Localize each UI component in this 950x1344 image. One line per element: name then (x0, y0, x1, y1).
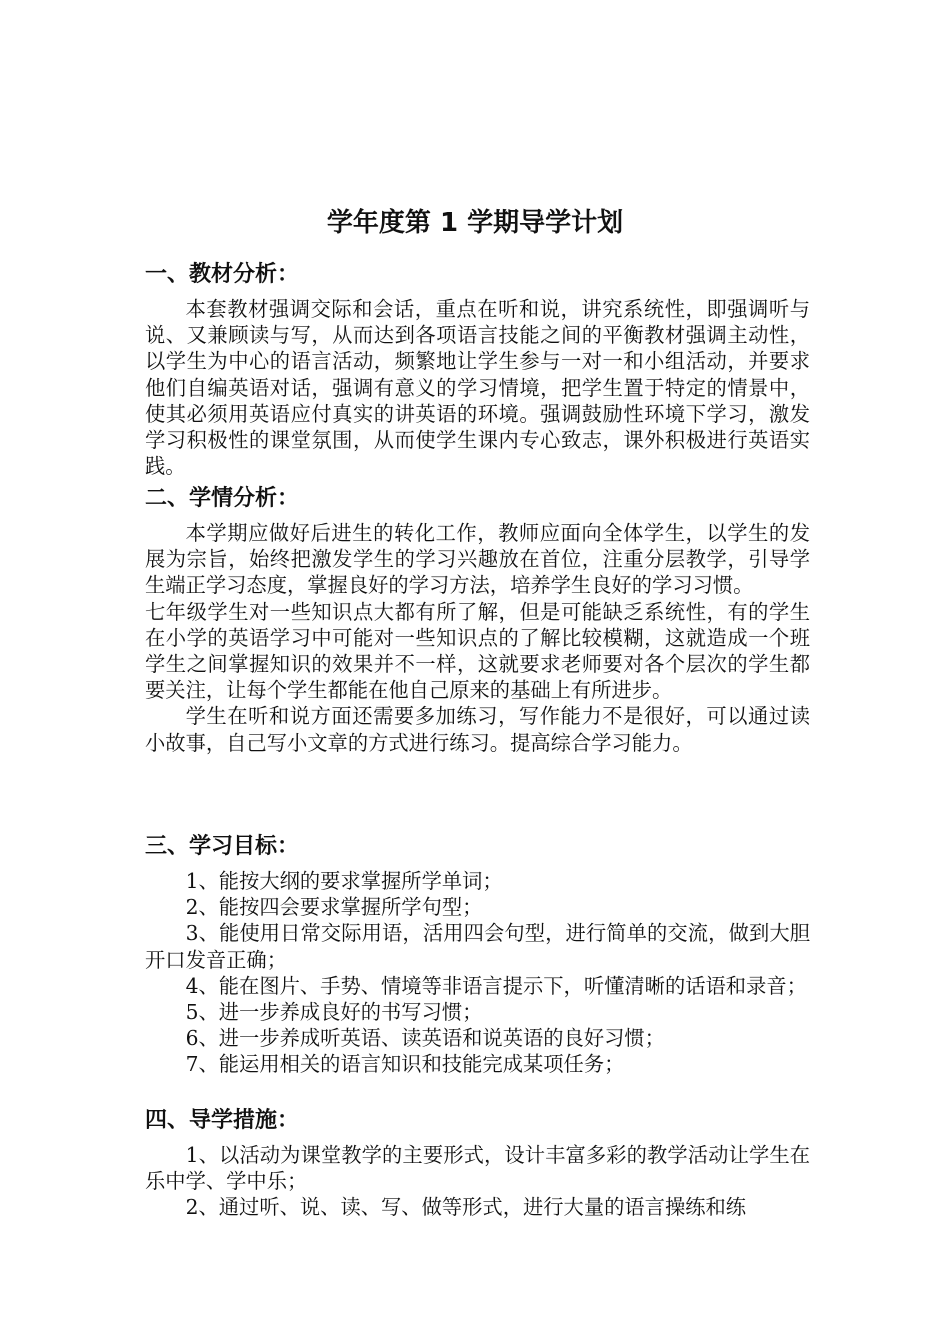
list-item: 2、通过听、说、读、写、做等形式，进行大量的语言操练和练 (185, 1195, 747, 1220)
paragraph: 学生在听和说方面还需要多加练习，写作能力不是很好，可以通过读小故事，自己写小文章的方式进行练习。提高综合学习能力。 (145, 704, 810, 755)
list-item: 5、进一步养成良好的书写习惯； (185, 1000, 483, 1025)
document-title: 学年度第 1 学期导学计划 (326, 208, 624, 238)
paragraph: 本学期应做好后进生的转化工作，教师应面向全体学生，以学生的发展为宗旨，始终把激发学生的学习兴趣放在首位，注重分层教学，引导学生端正学习态度，掌握良好的学习方法，培养学生良好的学习习惯。 (145, 521, 810, 598)
list-item: 1、以活动为课堂教学的主要形式，设计丰富多彩的教学活动让学生在乐中学、学中乐； (145, 1143, 810, 1194)
section-heading: 二、学情分析： (145, 486, 300, 511)
paragraph: 七年级学生对一些知识点大都有所了解，但是可能缺乏系统性，有的学生在小学的英语学习中可能对一些知识点的了解比较模糊，这就造成一个班学生之间掌握知识的效果并不一样，这就要求老师要对各个层次的学生都要关注，让每个学生都能在他自己原来的基础上有所进步。 (145, 599, 810, 703)
section-heading: 一、教材分析： (145, 262, 300, 287)
section-heading: 三、学习目标： (145, 834, 300, 859)
list-item: 3、能使用日常交际用语，活用四会句型，进行简单的交流，做到大胆开口发音正确； (145, 921, 810, 972)
paragraph: 本套教材强调交际和会话，重点在听和说，讲究系统性，即强调听与说、又兼顾读与写，从而达到各项语言技能之间的平衡教材强调主动性，以学生为中心的语言活动，频繁地让学生参与一对一和小组活动，并要求他们自编英语对话，强调有意义的学习情境，把学生置于特定的情景中，使其必须用英语应付真实的讲英语的环境。强调鼓励性环境下学习，激发学习积极性的课堂氛围，从而使学生课内专心致志，课外积极进行英语实践。 (145, 297, 810, 479)
list-item: 6、进一步养成听英语、读英语和说英语的良好习惯； (185, 1026, 665, 1051)
list-item: 2、能按四会要求掌握所学句型； (185, 895, 483, 920)
section-textbook-analysis (145, 258, 810, 479)
section-guidance-measures (145, 1104, 810, 1221)
list-item: 7、能运用相关的语言知识和技能完成某项任务； (185, 1052, 625, 1077)
list-item: 4、能在图片、手势、情境等非语言提示下，听懂清晰的话语和录音； (185, 973, 807, 998)
list-item: 1、能按大纲的要求掌握所学单词； (185, 869, 503, 893)
section-learning-goals (145, 830, 810, 1078)
section-heading: 四、导学措施： (145, 1108, 300, 1133)
section-student-analysis (145, 482, 810, 756)
